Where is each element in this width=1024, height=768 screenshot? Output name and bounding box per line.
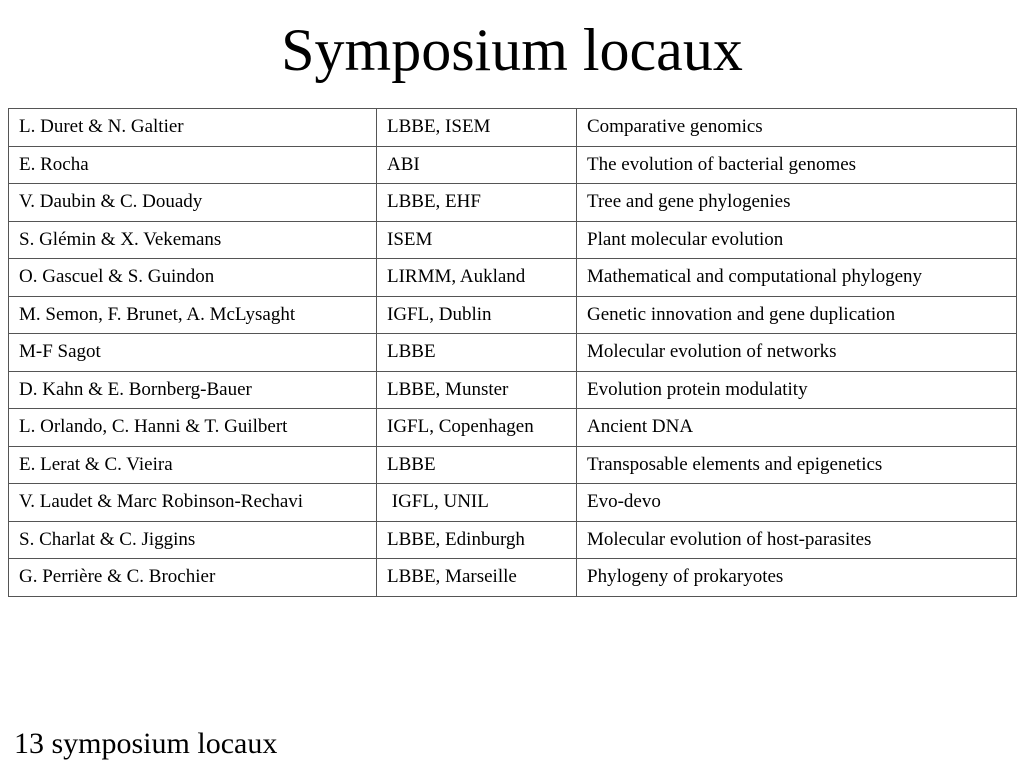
organizers-cell: E. Lerat & C. Vieira: [9, 446, 377, 484]
labs-cell: LBBE, ISEM: [377, 109, 577, 147]
organizers-cell: O. Gascuel & S. Guindon: [9, 259, 377, 297]
labs-cell: LBBE, Munster: [377, 371, 577, 409]
topic-cell: Phylogeny of prokaryotes: [577, 559, 1017, 597]
labs-cell: LIRMM, Aukland: [377, 259, 577, 297]
organizers-cell: V. Laudet & Marc Robinson-Rechavi: [9, 484, 377, 522]
table-row: [9, 109, 1017, 147]
labs-cell: IGFL, Copenhagen: [377, 409, 577, 447]
topic-cell: Tree and gene phylogenies: [577, 184, 1017, 222]
labs-cell: LBBE: [377, 446, 577, 484]
slide-title: Symposium locaux: [281, 17, 743, 83]
table-row: [9, 259, 1017, 297]
organizers-cell: G. Perrière & C. Brochier: [9, 559, 377, 597]
labs-cell: LBBE: [377, 334, 577, 372]
table-row: [9, 334, 1017, 372]
topic-cell: Transposable elements and epigenetics: [577, 446, 1017, 484]
labs-cell: LBBE, EHF: [377, 184, 577, 222]
topic-cell: Molecular evolution of networks: [577, 334, 1017, 372]
organizers-cell: L. Orlando, C. Hanni & T. Guilbert: [9, 409, 377, 447]
labs-cell: ISEM: [377, 221, 577, 259]
topic-cell: Genetic innovation and gene duplication: [577, 296, 1017, 334]
organizers-cell: S. Charlat & C. Jiggins: [9, 521, 377, 559]
organizers-cell: L. Duret & N. Galtier: [9, 109, 377, 147]
organizers-cell: E. Rocha: [9, 146, 377, 184]
topic-cell: Molecular evolution of host-parasites: [577, 521, 1017, 559]
topic-cell: Plant molecular evolution: [577, 221, 1017, 259]
symposium-table: [8, 108, 1017, 597]
table-row: [9, 484, 1017, 522]
organizers-cell: M-F Sagot: [9, 334, 377, 372]
footer-caption: 13 symposium locaux: [14, 727, 278, 760]
table-row: [9, 296, 1017, 334]
table-row: [9, 371, 1017, 409]
organizers-cell: M. Semon, F. Brunet, A. McLysaght: [9, 296, 377, 334]
labs-cell: LBBE, Edinburgh: [377, 521, 577, 559]
labs-cell: IGFL, Dublin: [377, 296, 577, 334]
topic-cell: Comparative genomics: [577, 109, 1017, 147]
table-row: [9, 446, 1017, 484]
topic-cell: The evolution of bacterial genomes: [577, 146, 1017, 184]
topic-cell: Evolution protein modulatity: [577, 371, 1017, 409]
organizers-cell: V. Daubin & C. Douady: [9, 184, 377, 222]
labs-cell: ABI: [377, 146, 577, 184]
topic-cell: Mathematical and computational phylogeny: [577, 259, 1017, 297]
table-row: [9, 221, 1017, 259]
organizers-cell: S. Glémin & X. Vekemans: [9, 221, 377, 259]
table-row: [9, 146, 1017, 184]
table-row: [9, 409, 1017, 447]
topic-cell: Evo-devo: [577, 484, 1017, 522]
organizers-cell: D. Kahn & E. Bornberg-Bauer: [9, 371, 377, 409]
table-row: [9, 521, 1017, 559]
topic-cell: Ancient DNA: [577, 409, 1017, 447]
table-row: [9, 184, 1017, 222]
labs-cell: LBBE, Marseille: [377, 559, 577, 597]
labs-cell: IGFL, UNIL: [377, 484, 577, 522]
table-row: [9, 559, 1017, 597]
